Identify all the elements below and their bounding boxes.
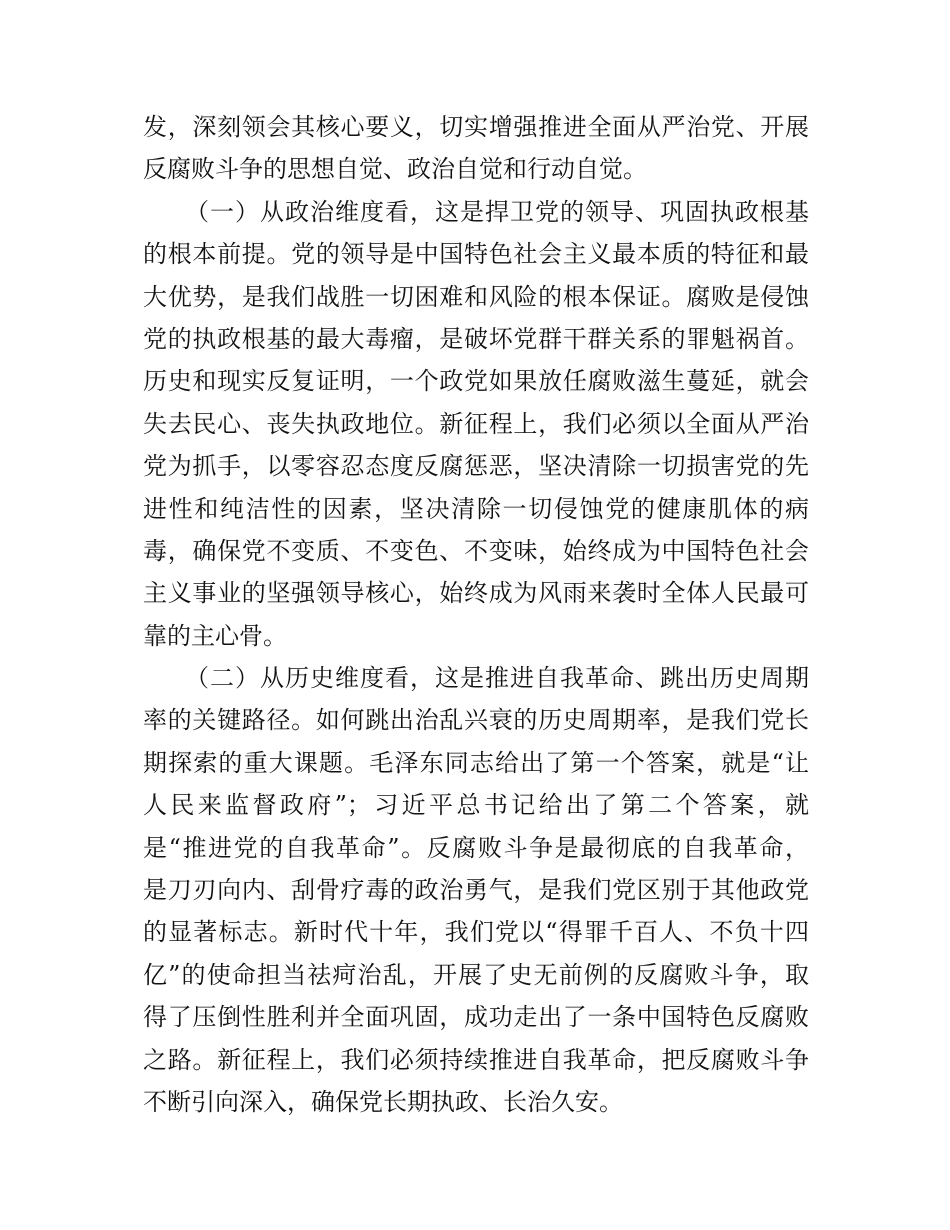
paragraph — [143, 657, 809, 1123]
text-line: 的显著标志。新时代十年，我们党以“得罪千百人、不负十四 — [143, 918, 809, 947]
text-line: 率的关键路径。如何跳出治乱兴衰的历史周期率，是我们党长 — [143, 706, 809, 735]
text-line: 党为抓手，以零容忍态度反腐惩恶，坚决清除一切损害党的先 — [143, 452, 809, 481]
text-line: 反腐败斗争的思想自觉、政治自觉和行动自觉。 — [143, 155, 647, 184]
paragraph — [143, 191, 809, 657]
text-line: 期探索的重大课题。毛泽东同志给出了第一个答案，就是“让 — [143, 748, 809, 777]
text-line: 得了压倒性胜利并全面巩固，成功走出了一条中国特色反腐败 — [143, 1003, 809, 1032]
paragraph — [143, 106, 809, 191]
text-line: 之路。新征程上，我们必须持续推进自我革命，把反腐败斗争 — [143, 1045, 809, 1074]
text-line: （二）从历史维度看，这是推进自我革命、跳出历史周期 — [185, 664, 809, 693]
text-line: 是刀刃向内、刮骨疗毒的政治勇气，是我们党区别于其他政党 — [143, 876, 809, 905]
document-page — [143, 106, 809, 1123]
text-line: 主义事业的坚强领导核心，始终成为风雨来袭时全体人民最可 — [143, 579, 809, 608]
text-line: 人民来监督政府”；习近平总书记给出了第二个答案，就 — [143, 791, 809, 820]
text-line: 大优势，是我们战胜一切困难和风险的根本保证。腐败是侵蚀 — [143, 282, 809, 311]
text-line: 的根本前提。党的领导是中国特色社会主义最本质的特征和最 — [143, 240, 809, 269]
text-line: 亿”的使命担当祛疴治乱，开展了史无前例的反腐败斗争，取 — [143, 960, 809, 989]
text-line: 靠的主心骨。 — [143, 621, 287, 650]
text-line: 进性和纯洁性的因素，坚决清除一切侵蚀党的健康肌体的病 — [143, 494, 809, 523]
text-line: 不断引向深入，确保党长期执政、长治久安。 — [143, 1087, 623, 1116]
text-line: 失去民心、丧失执政地位。新征程上，我们必须以全面从严治 — [143, 409, 809, 438]
text-line: 党的执政根基的最大毒瘤，是破坏党群干群关系的罪魁祸首。 — [143, 324, 809, 353]
text-line: 历史和现实反复证明，一个政党如果放任腐败滋生蔓延，就会 — [143, 367, 809, 396]
text-line: 发，深刻领会其核心要义，切实增强推进全面从严治党、开展 — [143, 113, 809, 141]
text-line: 是“推进党的自我革命”。反腐败斗争是最彻底的自我革命， — [143, 833, 809, 862]
text-line: （一）从政治维度看，这是捍卫党的领导、巩固执政根基 — [185, 197, 809, 226]
text-line: 毒，确保党不变质、不变色、不变味，始终成为中国特色社会 — [143, 536, 809, 565]
